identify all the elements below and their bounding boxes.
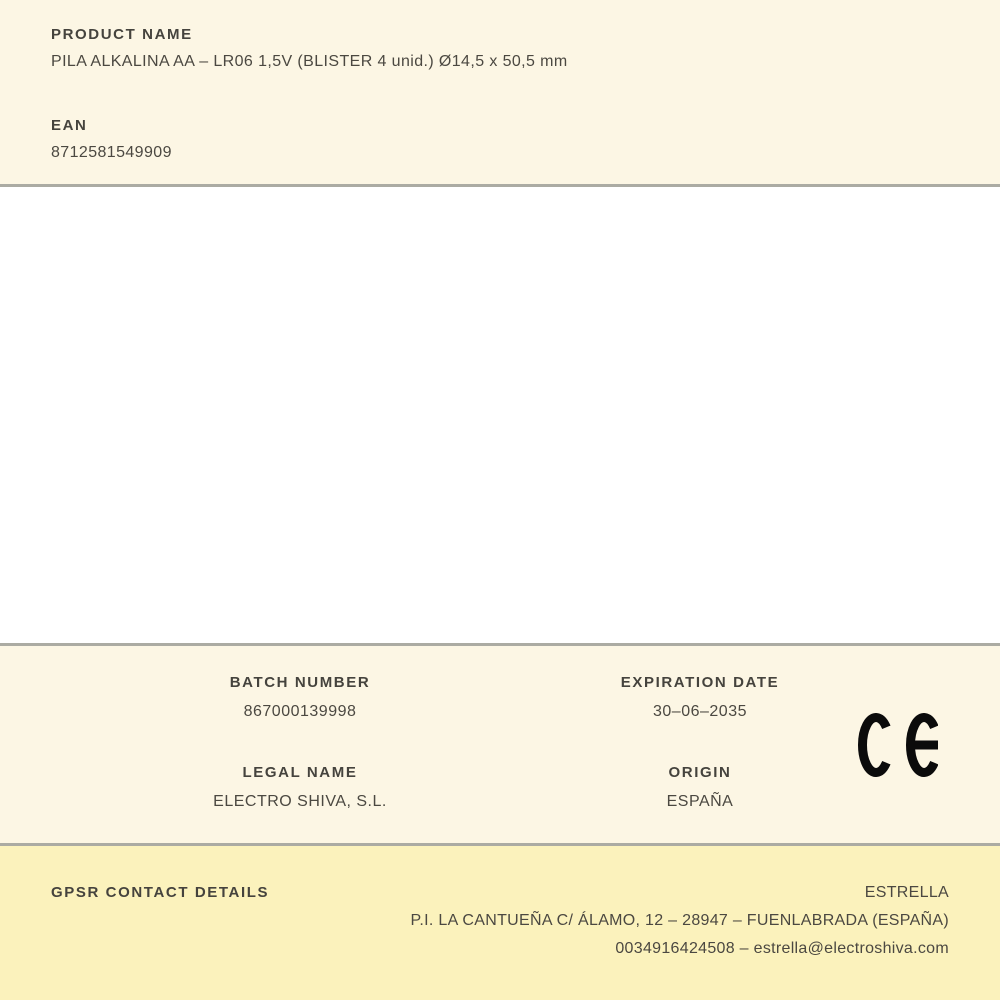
legal-name-label: LEGAL NAME bbox=[242, 764, 358, 781]
expiration-date-field bbox=[600, 674, 800, 722]
origin-value: ESPAÑA bbox=[666, 793, 734, 810]
gpsr-contact-label: GPSR CONTACT DETAILS bbox=[51, 884, 270, 901]
contact-address: P.I. LA CANTUEÑA C/ ÁLAMO, 12 – 28947 – FUENLABRADA (ESPAÑA) bbox=[410, 912, 949, 929]
details-right-column bbox=[600, 674, 800, 812]
batch-number-value: 867000139998 bbox=[243, 703, 357, 720]
details-grid bbox=[0, 674, 1000, 812]
contact-info bbox=[410, 879, 949, 963]
product-name-label: PRODUCT NAME bbox=[51, 26, 193, 43]
origin-label: ORIGIN bbox=[668, 764, 732, 781]
ce-mark-icon bbox=[858, 713, 938, 777]
batch-number-field bbox=[0, 674, 600, 722]
expiration-date-label: EXPIRATION DATE bbox=[620, 674, 780, 691]
contact-company-name: ESTRELLA bbox=[864, 884, 949, 901]
contact-section bbox=[0, 846, 1000, 1000]
product-name-field bbox=[51, 26, 949, 72]
origin-field bbox=[600, 764, 800, 812]
ean-field bbox=[51, 117, 949, 163]
product-section bbox=[0, 0, 1000, 187]
contact-phone-email: 0034916424508 – estrella@electroshiva.com bbox=[615, 940, 949, 957]
expiration-date-value: 30–06–2035 bbox=[653, 703, 747, 720]
batch-number-label: BATCH NUMBER bbox=[229, 674, 371, 691]
empty-spacer-section bbox=[0, 187, 1000, 646]
legal-name-value: ELECTRO SHIVA, S.L. bbox=[213, 793, 387, 810]
details-left-column bbox=[0, 674, 600, 812]
ean-value: 8712581549909 bbox=[51, 144, 172, 161]
details-section bbox=[0, 646, 1000, 846]
product-name-value: PILA ALKALINA AA – LR06 1,5V (BLISTER 4 unid.) Ø14,5 x 50,5 mm bbox=[51, 53, 568, 70]
ean-label: EAN bbox=[51, 117, 88, 134]
legal-name-field bbox=[0, 764, 600, 812]
